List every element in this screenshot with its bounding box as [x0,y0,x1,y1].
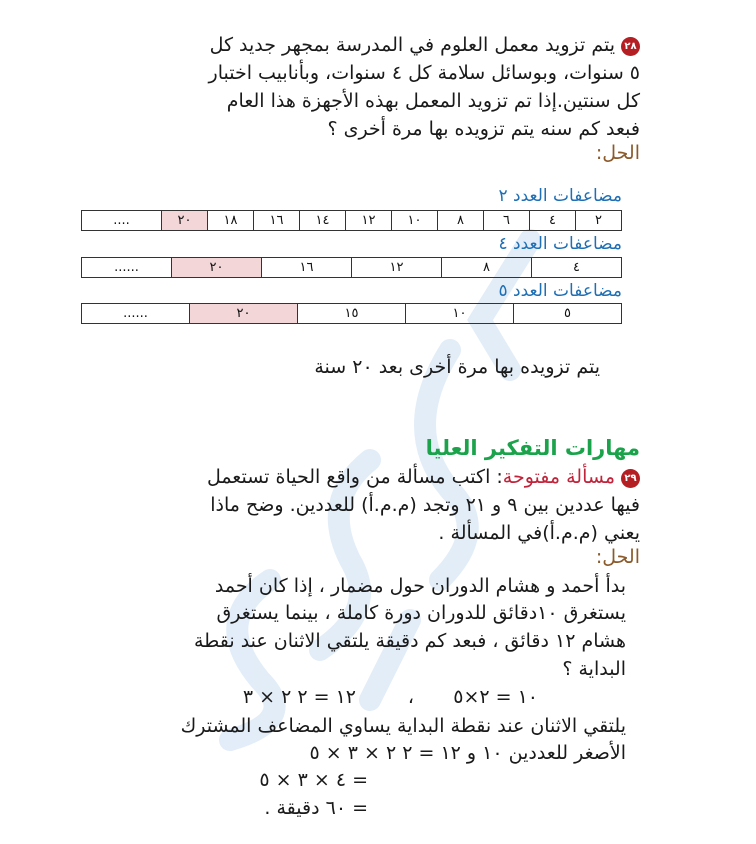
lcm-line-1: يلتقي الاثنان عند نقطة البداية يساوي المضاعف المشترك [180,715,626,737]
multiples-5-table [81,303,622,324]
q28-line-3: كل سنتين.إذا تم تزويد المعمل بهذه الأجهزة هذا العام [226,90,640,112]
table-cell: ٨ [438,211,484,231]
table-cell: ٤ [532,258,622,278]
table-cell: ١٤ [300,211,346,231]
table-cell: ٥ [514,304,622,324]
table-cell: ١٠ [392,211,438,231]
open-question-label: مسألة مفتوحة [502,466,615,488]
table-cell: ١٦ [262,258,352,278]
section-title: مهارات التفكير العليا [425,436,640,460]
step-1: = ٤ × ٣ × ٥ [259,769,368,791]
table-cell: ١٠ [406,304,514,324]
step-2: = ٦٠ دقيقة . [264,797,368,819]
q28-answer: يتم تزويده بها مرة أخرى بعد ٢٠ سنة [314,356,600,378]
table-cell-highlight: ٢٠ [162,211,208,231]
table-cell: .... [82,211,162,231]
table-cell: ١٥ [298,304,406,324]
table-cell: ٤ [530,211,576,231]
table-cell: ٨ [442,258,532,278]
table-cell: ١٦ [254,211,300,231]
q28-number-badge: ٢٨ [621,37,640,56]
table-cell: ١٢ [346,211,392,231]
multiples-2-table [81,210,622,231]
multiples-2-label: مضاعفات العدد ٢ [498,186,622,206]
q29-solution-line-2: يستغرق ١٠دقائق للدوران دورة كاملة ، بينما يستغرق [216,602,626,624]
factor-separator: ، [407,686,414,708]
q29-number-badge: ٢٩ [621,469,640,488]
q29-solution-line-4: البداية ؟ [562,658,626,680]
table-cell-highlight: ٢٠ [190,304,298,324]
multiples-4-label: مضاعفات العدد ٤ [498,234,622,254]
q29-solution-label: الحل: [595,546,640,568]
table-cell-highlight: ٢٠ [172,258,262,278]
table-cell: ٦ [484,211,530,231]
lcm-line-2: الأصغر للعددين ١٠ و ١٢ = ٢ ٢ × ٣ × ٥ [309,742,626,764]
factor-12: ١٢ = ٢ ٢ × ٣ [242,686,356,708]
table-cell: ١٢ [352,258,442,278]
q29-solution-line-1: بدأ أحمد و هشام الدوران حول مضمار ، إذا كان أحمد [214,575,626,597]
q28-solution-label: الحل: [595,142,640,164]
q28-line-2: ٥ سنوات، وبوسائل سلامة كل ٤ سنوات، وبأنابيب اختبار [208,62,640,84]
q29-line-3: يعني (م.م.أ)في المسألة . [438,522,640,544]
q29-solution-line-3: هشام ١٢ دقائق ، فبعد كم دقيقة يلتقي الاثنان عند نقطة [193,630,626,652]
table-cell: ...... [82,258,172,278]
factor-10: ١٠ = ٢×٥ [453,686,538,708]
q28-line-4: فبعد كم سنه يتم تزويده بها مرة أخرى ؟ [327,118,640,140]
multiples-4-table [81,257,622,278]
table-cell: ...... [82,304,190,324]
multiples-5-label: مضاعفات العدد ٥ [498,281,622,301]
q29-line-2: فيها عددين بين ٩ و ٢١ وتجد (م.م.أ) للعددين. وضح ماذا [210,494,640,516]
q29-line-1: ٢٩مسألة مفتوحة: اكتب مسألة من واقع الحياة تستعمل [207,464,640,490]
q28-line-1: ٢٨يتم تزويد معمل العلوم في المدرسة بمجهر جديد كل [210,32,640,58]
table-cell: ١٨ [208,211,254,231]
table-cell: ٢ [576,211,622,231]
